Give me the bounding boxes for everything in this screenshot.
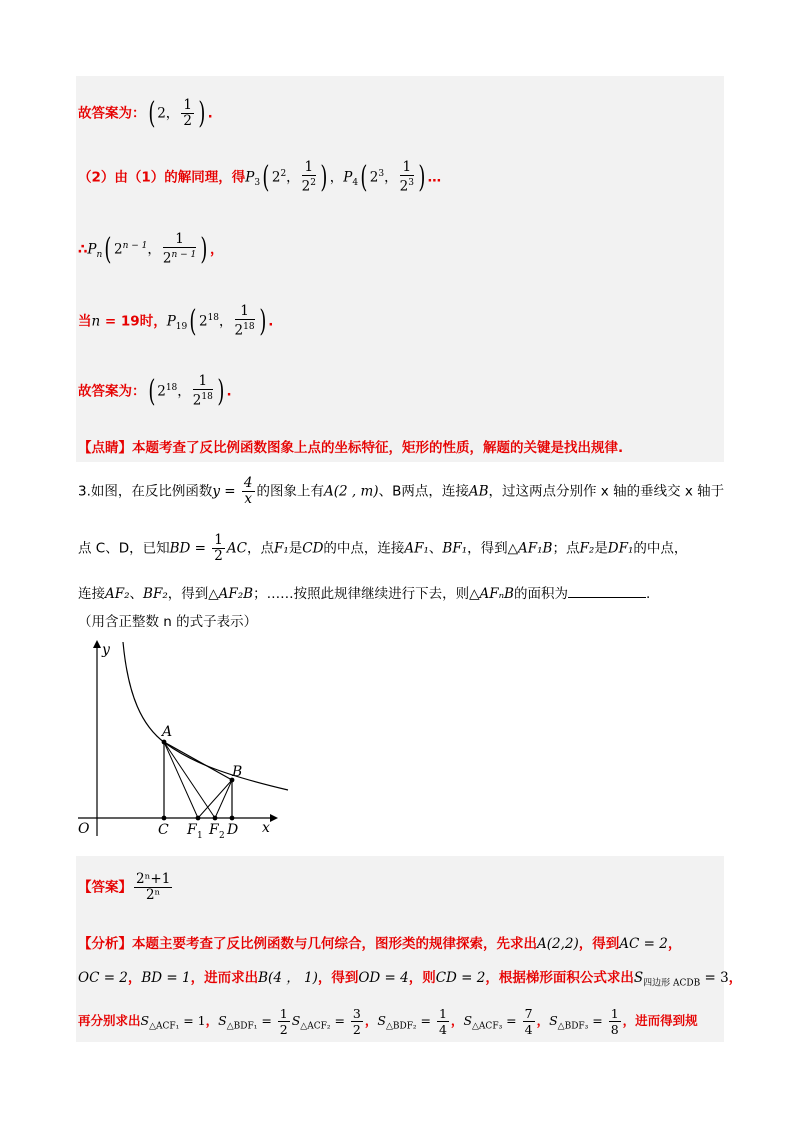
label-O: O — [78, 821, 90, 837]
line-BF2 — [215, 780, 232, 818]
problem-line-3: 连接AF₂、BF₂，得到△AF₂B；……按照此规律继续进行下去，则△AFₙB的面积为 . — [78, 586, 651, 602]
label-x: x — [262, 820, 270, 836]
x-axis-arrow — [270, 814, 278, 822]
label-F1: F — [187, 822, 197, 838]
label-D: D — [227, 822, 239, 838]
hyperbola-curve — [123, 642, 288, 790]
label-F1-sub: 1 — [197, 831, 203, 841]
answer-line-1: 故答案为：( 2， $\frac{1}{2}$ ) . — [78, 96, 213, 131]
y-axis-arrow — [93, 640, 101, 648]
line-BF1 — [198, 780, 232, 818]
analysis-line-3: 再分别求出$S_{\triangle ACF_1} = 1$，$S_{\triangle BDF_1}$ = $\frac{1}{2}$ $S_{\triangle ACF_2}$ = $\frac{3}{2}$ ，$S_{\triangle BDF_2}$ = $\frac{1}{4}$ ，$S_{\triangle ACF_3}$ = $\frac{7}{4}$ ，$S_{\triangle BDF_3}$ = $\frac{1}{8}$ ，进而得到规 — [78, 1006, 698, 1037]
problem-line-2: 点 C、D，已知BD = $\frac{1}{2}$ AC，点F₁是CD的中点，连接AF₁、BF₁，得到△AF₁B；点F₂是DF₁的中点， — [78, 532, 688, 564]
label-F2: F — [209, 822, 219, 838]
comment-line: 【点睛】本题考查了反比例函数图象上点的坐标特征，矩形的性质，解题的关键是找出规律. — [78, 440, 624, 456]
answer-line: 【答案】 $\frac{\text{2ⁿ+1}}{\text{2ⁿ}}$ — [78, 871, 171, 903]
solution-line-4: 当n = 19时，$P_{19}$( $2^{18}$， $\frac{1}{2^{18}}$ ) . — [78, 303, 274, 339]
point-D — [230, 816, 235, 821]
label-A: A — [162, 724, 173, 740]
point-F2 — [213, 816, 218, 821]
problem-line-1: 3.如图，在反比例函数y = $\frac{4}{x}$ 的图象上有A(2 , m)、B两点，连接AB，过这两点分别作 x 轴的垂线交 x 轴于 — [78, 475, 725, 507]
label-F2-sub: 2 — [219, 831, 225, 841]
line-AF2 — [164, 742, 215, 818]
label-C: C — [158, 822, 169, 838]
hyperbola-figure — [70, 636, 300, 846]
answer-line-5: 故答案为：( $2^{18}$， $\frac{1}{2^{18}}$ ) . — [78, 373, 232, 409]
problem-line-4: （用含正整数 n 的式子表示） — [78, 614, 258, 630]
point-C — [162, 816, 167, 821]
label-B: B — [232, 764, 243, 780]
analysis-line-1: 【分析】本题主要考查了反比例函数与几何综合，图形类的规律探索，先求出A(2,2)，得到AC = 2， — [78, 936, 682, 952]
answer-blank — [568, 585, 646, 598]
analysis-line-2: OC = 2，BD = 1，进而求出B(4 ， 1)，得到OD = 4，则CD = 2，根据梯形面积公式求出$S_{四边形 ACDB} = 3$， — [78, 970, 743, 989]
point-F1 — [196, 816, 201, 821]
solution-line-2: （2）由（1）的解同理，得$P_3$( $2^2$， $\frac{1}{2^2}$ ) ，$P_4$( $2^3$， $\frac{1}{2^3}$ ) … — [78, 159, 442, 195]
point-A — [162, 740, 167, 745]
solution-line-3: $\therefore P_n$( $2^{n - 1}$， $\frac{1}{2^{n - 1}}$ ) ， — [78, 231, 224, 267]
label-y: y — [102, 642, 110, 658]
line-AB — [164, 742, 232, 780]
